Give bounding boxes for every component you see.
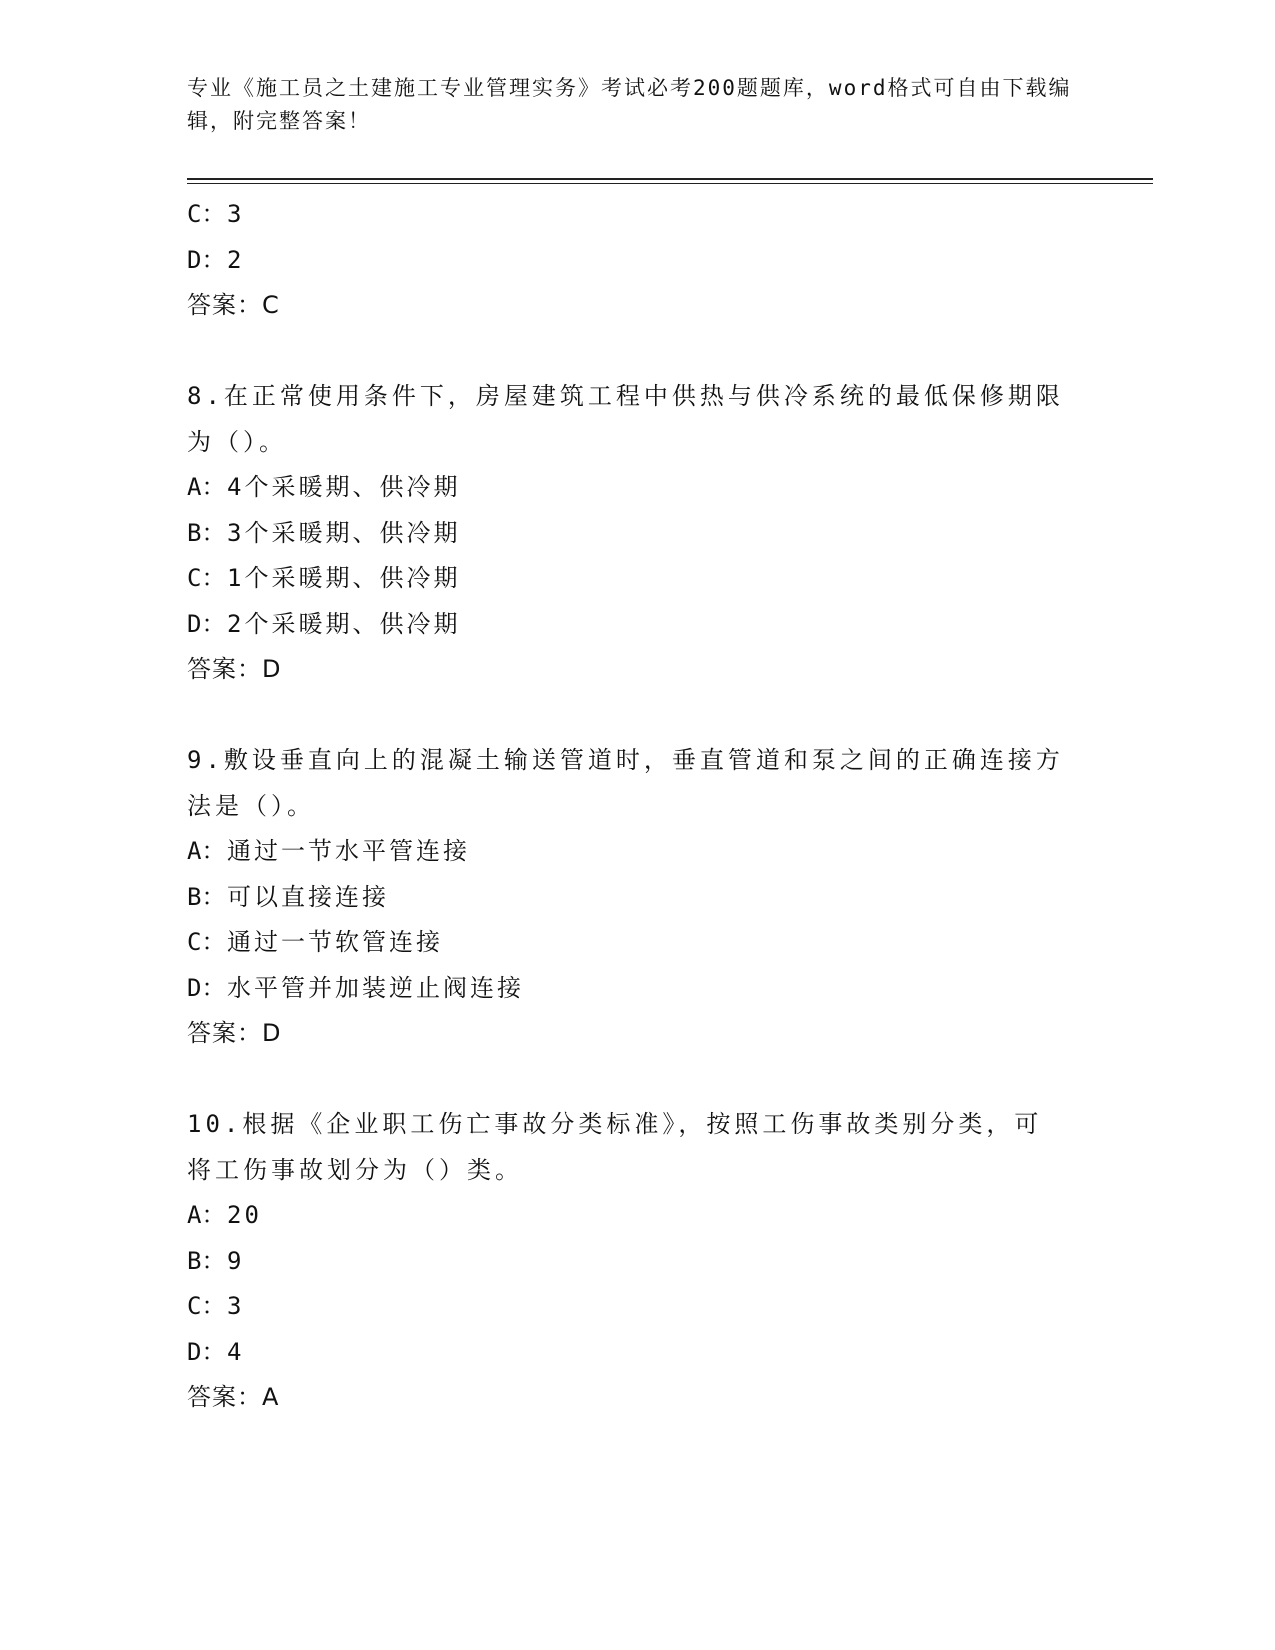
option-letter: D： — [187, 609, 226, 638]
question-text: 8.在正常使用条件下，房屋建筑工程中供热与供冷系统的最低保修期限为（）。 — [187, 382, 1064, 456]
option-text: 20 — [227, 1201, 262, 1229]
option-b — [187, 1239, 1087, 1285]
spacer — [187, 693, 1087, 739]
answer: 答案：C — [187, 291, 280, 319]
option-c — [187, 192, 1087, 238]
question-list — [187, 192, 1087, 1421]
option-letter: D： — [187, 1337, 226, 1366]
option-text: 9 — [227, 1246, 245, 1275]
option-text: 可以直接连接 — [227, 882, 389, 911]
option-text: 3 — [227, 1292, 245, 1320]
option-a — [187, 465, 1087, 511]
answer: 答案：D — [187, 1019, 282, 1047]
option-c — [187, 920, 1087, 966]
option-c — [187, 556, 1087, 602]
option-d — [187, 966, 1087, 1012]
answer: 答案：D — [187, 655, 282, 683]
option-letter: B： — [187, 882, 226, 911]
spacer — [187, 1057, 1087, 1103]
option-d — [187, 238, 1087, 284]
header-rule — [187, 178, 1153, 180]
option-text: 1个采暖期、供冷期 — [227, 564, 461, 592]
option-text: 通过一节软管连接 — [227, 928, 443, 956]
option-letter: D： — [187, 973, 226, 1002]
question-block — [187, 374, 1087, 693]
option-letter: C： — [187, 1292, 226, 1320]
question-block — [187, 1102, 1087, 1421]
option-d — [187, 1330, 1087, 1376]
option-text: 4 — [227, 1337, 245, 1366]
answer: 答案：A — [187, 1383, 280, 1411]
question-text: 9.敷设垂直向上的混凝土输送管道时，垂直管道和泵之间的正确连接方法是（）。 — [187, 746, 1064, 820]
option-text: 通过一节水平管连接 — [227, 837, 470, 865]
option-text: 3个采暖期、供冷期 — [227, 518, 461, 547]
option-text: 2 — [227, 245, 245, 274]
question-block — [187, 738, 1087, 1057]
option-letter: A： — [187, 1201, 226, 1229]
option-b — [187, 875, 1087, 921]
option-letter: B： — [187, 518, 226, 547]
option-text: 2个采暖期、供冷期 — [227, 609, 461, 638]
question-text: 10.根据《企业职工伤亡事故分类标准》，按照工伤事故类别分类，可将工伤事故划分为（）类。 — [187, 1110, 1043, 1184]
option-text: 水平管并加装逆止阀连接 — [227, 973, 524, 1002]
option-letter: B： — [187, 1246, 226, 1275]
option-b — [187, 511, 1087, 557]
option-a — [187, 1193, 1087, 1239]
option-text: 4个采暖期、供冷期 — [227, 473, 461, 501]
page-header: 专业《施工员之土建施工专业管理实务》考试必考200题题库，word格式可自由下载编辑，附完整答案！ — [187, 76, 1072, 133]
carryover-block — [187, 192, 1087, 329]
option-text: 3 — [227, 200, 245, 228]
option-c — [187, 1284, 1087, 1330]
header-rule-secondary — [187, 183, 1153, 184]
option-letter: C： — [187, 564, 226, 592]
option-letter: A： — [187, 837, 226, 865]
option-a — [187, 829, 1087, 875]
spacer — [187, 329, 1087, 375]
option-letter: A： — [187, 473, 226, 501]
option-letter: C： — [187, 928, 226, 956]
option-d — [187, 602, 1087, 648]
option-letter: D： — [187, 245, 226, 274]
option-letter: C： — [187, 200, 226, 228]
